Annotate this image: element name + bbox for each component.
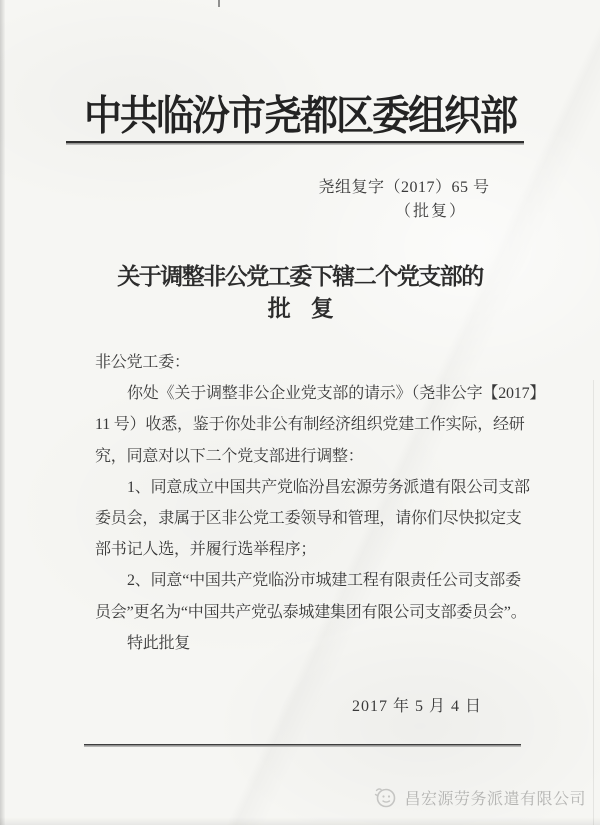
document-reference-number: 尧组复字（2017）65 号 [318,179,490,196]
document-title [0,261,600,325]
body-line: 特此批复 [127,634,191,652]
document-title-line1: 关于调整非公党工委下辖二个党支部的 [117,264,483,289]
document-number-block [298,176,510,224]
document-date: 2017 年 5 月 4 日 [351,698,482,715]
scan-artifact-speck [218,0,220,7]
body-line: 11 号）收悉，鉴于你处非公有制经济组织党建工作实际，经研 [95,416,525,434]
document-type-label: （批复） [394,203,467,220]
scan-edge-bottom [0,817,600,825]
watermark-company-name: 昌宏源劳务派遣有限公司 [404,790,586,808]
scan-edge-right [593,380,594,825]
document-body [95,347,546,659]
body-line: 2、同意“中国共产党临汾市城建工程有限责任公司支部委 [127,572,521,590]
watermark-footer [372,784,586,810]
issuing-organization-title: 中共临汾市尧都区委组织部 [83,93,516,140]
body-line: 究，同意对以下二个党支部进行调整： [95,447,364,465]
body-line: 员会”更名为“中国共产党弘泰城建集团有限公司支部委员会”。 [95,603,527,621]
body-line: 非公党工委： [95,354,190,371]
company-logo-icon [372,784,398,810]
body-line: 委员会，隶属于区非公党工委领导和管理，请你们尽快拟定支 [95,510,522,528]
body-line: 1、同意成立中国共产党临汾昌宏源劳务派遣有限公司支部 [127,478,530,496]
footer-divider-line [84,744,521,747]
header-divider-line [66,141,524,145]
body-line: 你处《关于调整非公企业党支部的请示》（尧非公字【2017】 [127,385,546,403]
document-title-line2: 批 复 [267,296,333,321]
body-line: 部书记人选，并履行选举程序； [95,541,317,559]
